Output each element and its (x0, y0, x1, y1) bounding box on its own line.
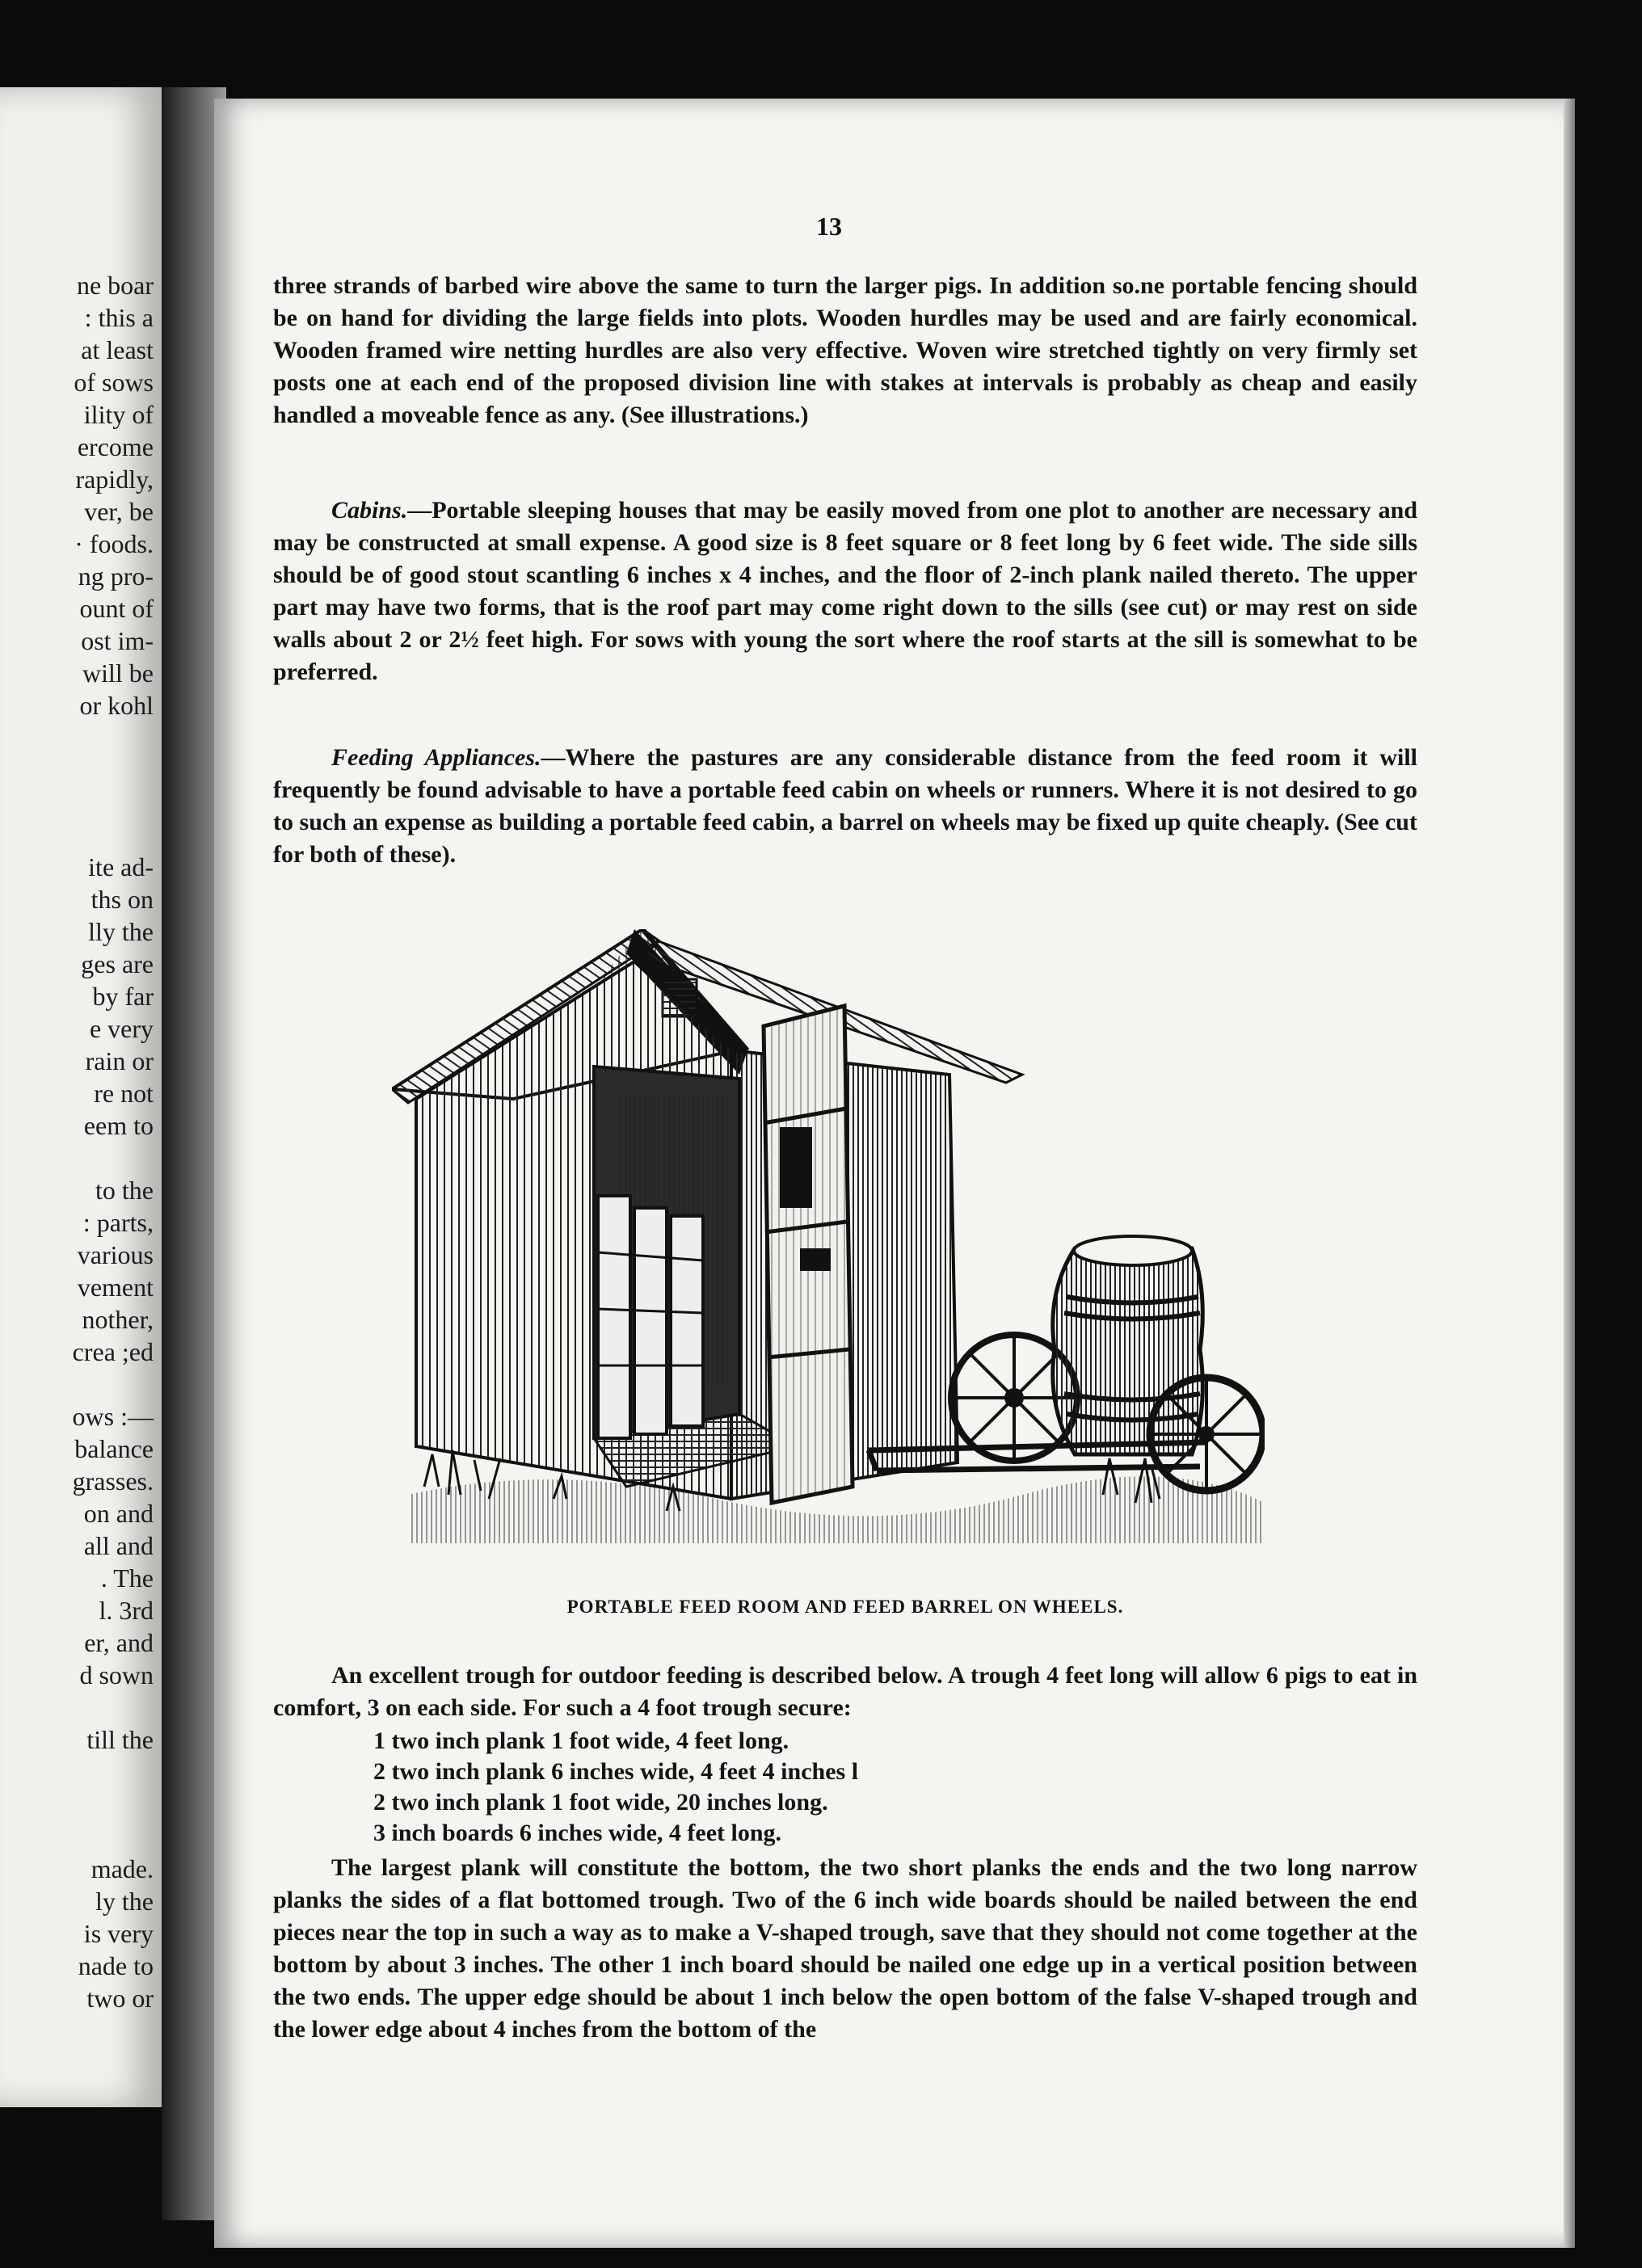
left-page-line: ility of (83, 400, 154, 429)
cabins-lead: Cabins. (331, 497, 408, 524)
left-page-line: ows :— (72, 1402, 154, 1431)
left-page-line: at least (81, 335, 154, 364)
left-page-line: ite ad- (88, 852, 154, 882)
left-page-line: . The (100, 1563, 154, 1593)
paragraph-feeding-appliances: Feeding Appliances.—Where the pastures are any considerable distance from the feed room it will frequently be found advisable to have a portable feed cabin on wheels or runners. Where it is not desired to go to such an expense as building a portable feed cabin, a barrel on wheels may be fixed up quite cheaply. (See cut for both of these). (273, 744, 1417, 868)
left-page-line: e very (89, 1014, 154, 1043)
left-page-line: eem to (83, 1111, 154, 1140)
left-page-line: by far (92, 982, 154, 1011)
left-page-line: : this a (84, 303, 154, 332)
list-item: 3 inch boards 6 inches wide, 4 feet long. (373, 1820, 782, 1846)
paragraph-cabins: Cabins.—Portable sleeping houses that may be easily moved from one plot to another are necessary and may be constructed at small expense. A good size is 8 feet square or 8 feet long by 6 feet wide. The side sills should be of good stout scantling 6 inches x 4 inches, and the floor of 2-inch plank nailed thereto. The upper part may have two forms, that is the roof part may come right down to the sills (see cut) or may rest on side walls about 2 or 2½ feet high. For sows with young the sort where the roof starts at the sill is somewhat to be preferred. (273, 497, 1417, 685)
left-page-line: made. (91, 1854, 154, 1883)
paragraph-trough-intro: An excellent trough for outdoor feeding is described below. A trough 4 feet long will allow 6 pigs to eat in comfort, 3 on each side. For such a 4 foot trough secure: (273, 1662, 1417, 1721)
left-page-line: is very (83, 1919, 154, 1948)
list-item: 2 two inch plank 6 inches wide, 4 feet 4 inches l (373, 1758, 859, 1785)
left-page-line: various (77, 1240, 154, 1269)
left-page-line: ount of (79, 594, 154, 623)
left-page (0, 87, 162, 2107)
left-page-line: all and (83, 1531, 154, 1560)
left-page-line: rapidly, (75, 465, 154, 494)
left-page-line: nother, (82, 1305, 154, 1334)
left-page-line: d sown (79, 1660, 154, 1689)
left-page-line: ercome (77, 432, 154, 461)
list-item: 1 two inch plank 1 foot wide, 4 feet long. (373, 1727, 789, 1754)
left-page-line: ly the (95, 1887, 154, 1916)
paragraph-fencing: three strands of barbed wire above the same to turn the larger pigs. In addition so.ne portable fencing should be on hand for dividing the large fields into plots. Wooden hurdles may be used and are fairly economical. Wooden framed wire netting hurdles are also very effective. Woven wire stretched tightly on very firmly set posts one at each end of the proposed division line with stakes at intervals is probably as cheap and easily handled a moveable fence as any. (See illustrations.) (273, 272, 1417, 428)
left-page-line: to the (95, 1176, 154, 1205)
left-page-line: on and (83, 1499, 154, 1528)
left-page-line: re not (94, 1079, 154, 1108)
left-page-line: grasses. (72, 1466, 154, 1496)
left-page-line: ver, be (84, 497, 154, 526)
left-page-line: · foods. (74, 529, 154, 558)
left-page-line: or kohl (79, 691, 154, 720)
left-page-line: vement (77, 1273, 154, 1302)
paragraph-trough-construction: The largest plank will constitute the bottom, the two short planks the ends and the two long narrow planks the sides of a flat bottomed trough. Two of the 6 inch wide boards should be nailed between the end pieces near the top in such a way as to make a V-shaped trough, save that they should not come together at the bottom by about 3 inches. The other 1 inch board should be nailed one edge up in a vertical position between the two ends. The upper edge should be about 1 inch below the open bottom of the false V-shaped trough and the lower edge about 4 inches from the bottom of the (273, 1854, 1417, 2043)
left-page-line: two or (86, 1984, 154, 2013)
left-page-line: balance (74, 1434, 154, 1463)
left-page-line: lly the (88, 917, 154, 946)
left-page-line: er, and (84, 1628, 154, 1657)
feeding-appliances-lead: Feeding Appliances. (331, 744, 541, 771)
list-item: 2 two inch plank 1 foot wide, 20 inches long. (373, 1789, 828, 1816)
left-page-line: nade to (78, 1951, 154, 1980)
left-page-line: ng pro- (78, 562, 154, 591)
page-edge (1564, 99, 1575, 2248)
left-page-line: : parts, (82, 1208, 154, 1237)
left-page-line: crea ;ed (72, 1337, 154, 1366)
illustration-caption: PORTABLE FEED ROOM AND FEED BARREL ON WHEELS. (566, 1597, 1124, 1617)
left-page-line: till the (86, 1725, 154, 1754)
left-page-line: rain or (85, 1046, 154, 1075)
feed-room-illustration (392, 929, 1265, 1576)
left-page-line: will be (82, 659, 154, 688)
left-page-line: ost im- (81, 626, 154, 655)
page-number: 13 (816, 212, 842, 241)
left-page-line: of sows (74, 368, 154, 397)
left-page-line: ges are (81, 949, 154, 978)
left-page-line: ths on (91, 885, 154, 914)
left-page-line: ne boar (76, 271, 154, 300)
left-page-line: l. 3rd (99, 1596, 154, 1625)
